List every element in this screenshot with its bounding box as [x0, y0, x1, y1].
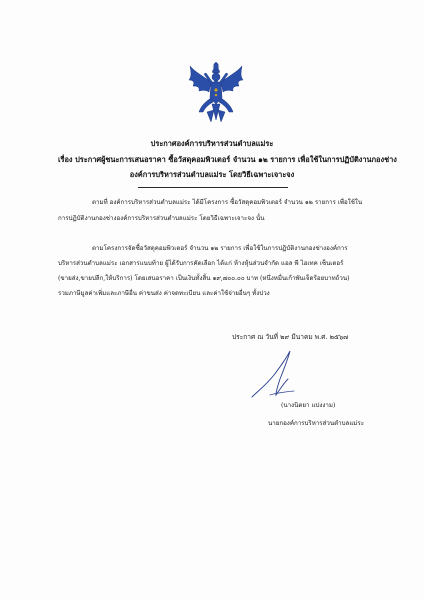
signer-name: (นางนิตยา แปงงาม) [281, 402, 336, 409]
signer-title: นายกองค์การบริหารส่วนตำบลแม่ระ [268, 420, 365, 427]
paragraph-2-line-1: ตามโครงการจัดซื้อวัสดุคอมพิวเตอร์ จำนวน ๑๒ รายการ เพื่อใช้ในการปฏิบัติงานกองช่างองค์การ [92, 245, 348, 252]
announcement-date: ประกาศ ณ วันที่ ๒๙ มีนาคม พ.ศ. ๒๕๖๗ [232, 333, 349, 341]
paragraph-2-line-4: รวมภาษีมูลค่าเพิ่มและภาษีอื่น ค่าขนส่ง ค่าจดทะเบียน และค่าใช้จ่ายอื่นๆ ทั้งปวง [58, 290, 270, 297]
title-divider [138, 187, 288, 188]
announcement-subject: เรื่อง ประกาศผู้ชนะการเสนอราคา ซื้อวัสดุคอมพิวเตอร์ จำนวน ๑๒ รายการ เพื่อใช้ในการปฏิบัติงานกองช่าง [58, 155, 397, 164]
paragraph-1-line-1: ตามที่ องค์การบริหารส่วนตำบลแม่ระ ได้มีโครงการ ซื้อวัสดุคอมพิวเตอร์ จำนวน ๑๒ รายการ เพื่อใช้ใน [92, 199, 363, 206]
paragraph-2-line-3: (ขายส่ง,ขายปลีก,ให้บริการ) โดยเสนอราคา เป็นเงินทั้งสิ้น ๑๙,๗๐๐.๐๐ บาท (หนึ่งหมื่นเก้าพันเจ็ดร้อยบาทถ้วน) [58, 275, 350, 282]
paragraph-1-line-2: การปฏิบัติงานกองช่างองค์การบริหารส่วนตำบลแม่ระ โดยวิธีเฉพาะเจาะจง นั้น [58, 215, 265, 222]
handwritten-signature [240, 345, 320, 405]
garuda-emblem-icon [187, 62, 245, 124]
announcement-subject-cont: องค์การบริหารส่วนตำบลแม่ระ โดยวิธีเฉพาะเจาะจง [129, 170, 295, 179]
announcement-title: ประกาศองค์การบริหารส่วนตำบลแม่ระ [150, 139, 274, 148]
paragraph-2-line-2: บริหารส่วนตำบลแม่ระ เอกสารแนบท้าย ผู้ได้รับการคัดเลือก ได้แก่ ห้างหุ้นส่วนจำกัด แอล พี ไฮเทค เซ็นเตอร์ [58, 260, 344, 267]
